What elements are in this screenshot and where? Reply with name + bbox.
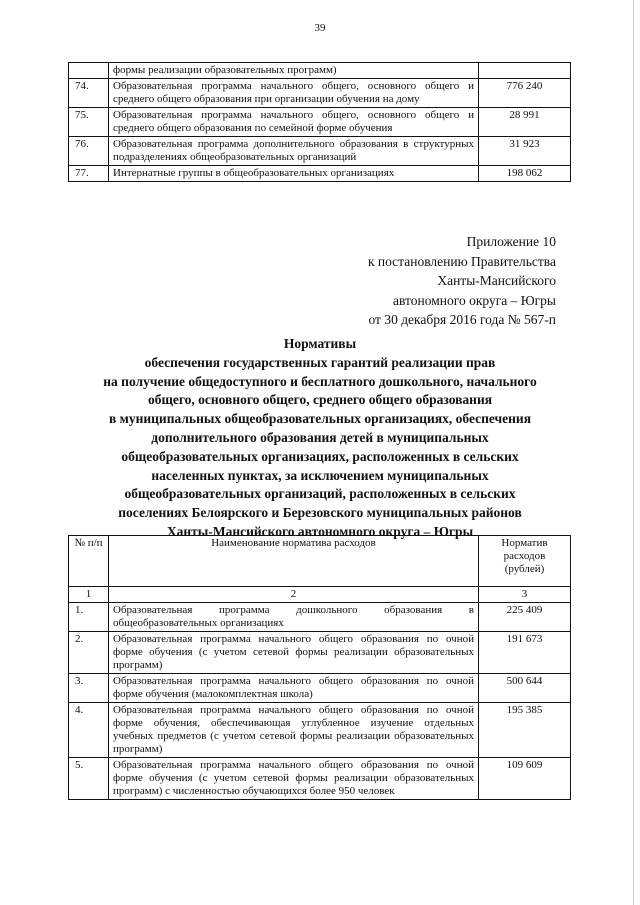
appendix-line: от 30 декабря 2016 года № 567-п — [368, 312, 556, 327]
row-value: 28 991 — [479, 108, 571, 137]
row-value: 191 673 — [479, 632, 571, 674]
appendix-line: к постановлению Правительства — [367, 253, 556, 269]
appendix-line: автономного округа – Югры — [393, 292, 556, 308]
table-row — [69, 79, 571, 108]
row-value: 776 240 — [479, 79, 571, 108]
row-description: Образовательная программа начального общего, основного общего и среднего общего образования по семейной форме обучения — [109, 108, 479, 137]
row-number: 75. — [69, 108, 109, 137]
title-line: Нормативы — [283, 336, 357, 351]
header-name: Наименование норматива расходов — [109, 536, 479, 587]
table-row — [69, 632, 571, 674]
row-value: 225 409 — [479, 603, 571, 632]
row-number: 5. — [69, 758, 109, 800]
table-row — [69, 758, 571, 800]
row-description: Образовательная программа начального общего, основного общего и среднего общего образования при организации обучения на дому — [109, 79, 479, 108]
title-line: в муниципальных общеобразовательных организациях, обеспечения — [108, 411, 531, 427]
column-number: 3 — [479, 587, 571, 603]
title-line: общеобразовательных организаций, расположенных в сельских — [124, 486, 516, 502]
table-row — [69, 166, 571, 182]
row-description: Образовательная программа дополнительного образования в структурных подразделениях общеобразовательных организаций — [109, 137, 479, 166]
row-number: 1. — [69, 603, 109, 632]
row-description: Образовательная программа начального общего образования по очной форме обучения (малокомплектная школа) — [109, 674, 479, 703]
row-number — [69, 63, 109, 79]
column-number: 2 — [109, 587, 479, 603]
table-row — [69, 108, 571, 137]
title-line: поселениях Белоярского и Березовского муниципальных районов — [118, 505, 522, 521]
row-number: 3. — [69, 674, 109, 703]
title-line: обеспечения государственных гарантий реализации прав — [144, 354, 496, 370]
table-header-row — [69, 536, 571, 587]
title-line: на получение общедоступного и бесплатного дошкольного, начального — [103, 373, 537, 389]
row-number: 77. — [69, 166, 109, 182]
row-number: 4. — [69, 703, 109, 758]
table-row — [69, 63, 571, 79]
row-value: 500 644 — [479, 674, 571, 703]
title-line: дополнительного образования детей в муниципальных — [151, 429, 489, 445]
page-number: 39 — [314, 22, 326, 34]
header-number: № п/п — [69, 536, 109, 587]
column-number-row — [69, 587, 571, 603]
document-title — [60, 335, 580, 542]
row-value: 109 609 — [479, 758, 571, 800]
row-description: формы реализации образовательных программ) — [109, 63, 479, 79]
continued-norms-table — [68, 62, 571, 182]
row-description: Образовательная программа начального общего образования по очной форме обучения (с учетом сетевой формы реализации образовательных программ) — [109, 632, 479, 674]
table-row — [69, 674, 571, 703]
title-line: общеобразовательных организациях, расположенных в сельских — [121, 448, 519, 464]
row-value: 31 923 — [479, 137, 571, 166]
row-value: 198 062 — [479, 166, 571, 182]
header-value: Норматив расходов (рублей) — [479, 536, 571, 587]
appendix-line: Приложение 10 — [466, 234, 556, 249]
norms-table — [68, 535, 571, 800]
row-description: Образовательная программа начального общего образования по очной форме обучения, обеспечивающая углубленное изучение отдельных учебных предметов (с учетом сетевой формы реализации образовательных программ) — [109, 703, 479, 758]
title-line: населенных пунктах, за исключением муниципальных — [151, 467, 489, 483]
table-row — [69, 603, 571, 632]
row-value: 195 385 — [479, 703, 571, 758]
scan-edge-line — [633, 0, 634, 905]
row-number: 2. — [69, 632, 109, 674]
row-description: Образовательная программа начального общего образования по очной форме обучения (с учетом сетевой формы реализации образовательных программ) с численностью обучающихся более 950 человек — [109, 758, 479, 800]
title-line: общего, основного общего, среднего общего образования — [147, 392, 493, 408]
row-description: Образовательная программа дошкольного образования в общеобразовательных организациях — [109, 603, 479, 632]
table-row — [69, 137, 571, 166]
row-description: Интернатные группы в общеобразовательных организациях — [109, 166, 479, 182]
table-row — [69, 703, 571, 758]
row-number: 74. — [69, 79, 109, 108]
appendix-line: Ханты-Мансийского — [437, 273, 556, 288]
appendix-header — [368, 232, 556, 330]
row-number: 76. — [69, 137, 109, 166]
row-value — [479, 63, 571, 79]
title-line: Ханты-Мансийского автономного округа – Югры — [166, 523, 474, 539]
column-number: 1 — [69, 587, 109, 603]
